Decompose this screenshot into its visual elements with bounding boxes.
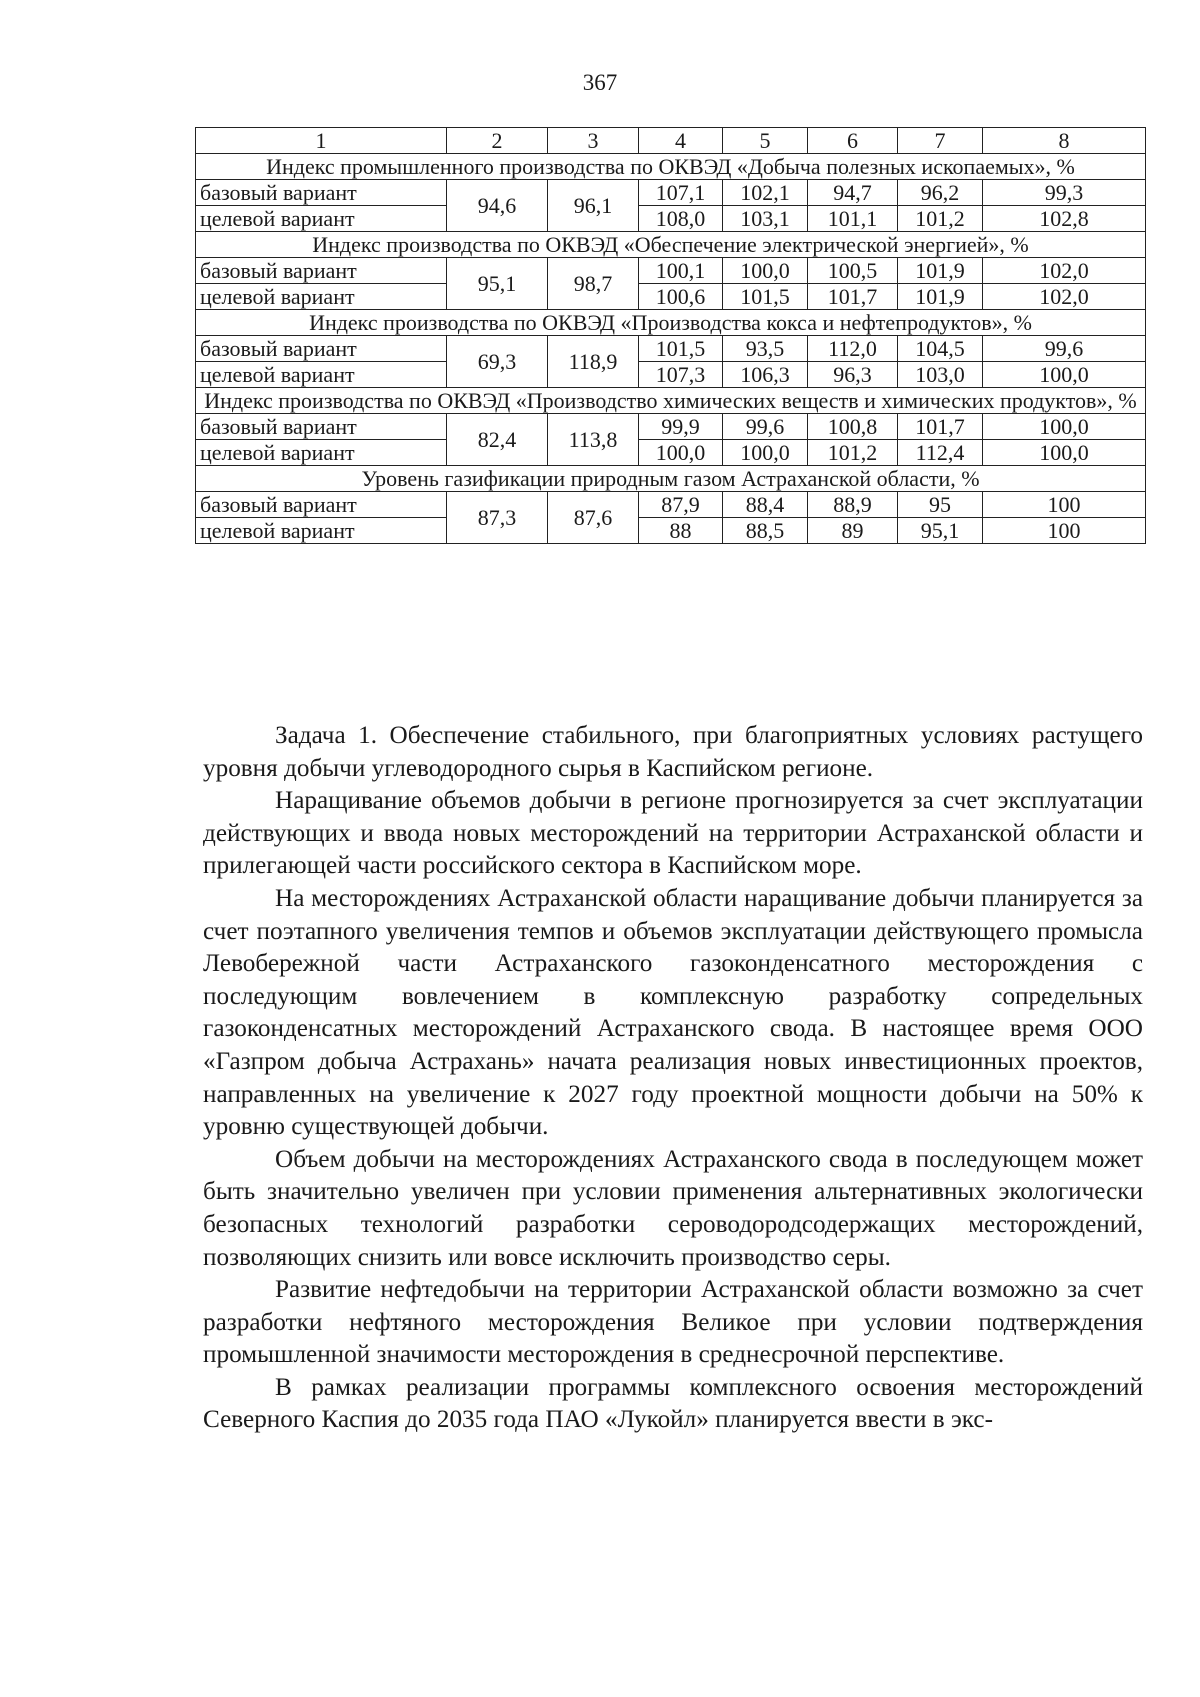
value-cell: 100,0 [983,362,1146,388]
value-cell: 112,4 [898,440,983,466]
value-cell: 96,2 [898,180,983,206]
section-title: Индекс производства по ОКВЭД «Производства кокса и нефтепродуктов», % [196,310,1146,336]
value-cell: 100,0 [723,440,808,466]
value-cell: 101,9 [898,284,983,310]
header-cell: 4 [639,128,723,154]
value-cell: 99,3 [983,180,1146,206]
value-cell: 95 [898,492,983,518]
value-cell: 101,5 [723,284,808,310]
value-cell: 101,7 [898,414,983,440]
row-label: базовый вариант [196,492,447,518]
value-cell: 100,8 [808,414,898,440]
value-cell: 88,9 [808,492,898,518]
value-cell: 100,5 [808,258,898,284]
value-cell: 100 [983,492,1146,518]
merged-value-col2: 95,1 [447,258,548,310]
value-cell: 102,8 [983,206,1146,232]
section-title: Индекс производства по ОКВЭД «Производство химических веществ и химических продуктов», % [196,388,1146,414]
table-row [196,258,1146,284]
value-cell: 88,4 [723,492,808,518]
table-row [196,440,1146,466]
value-cell: 101,9 [898,258,983,284]
table-row [196,414,1146,440]
merged-value-col3: 98,7 [548,258,639,310]
value-cell: 93,5 [723,336,808,362]
value-cell: 99,9 [639,414,723,440]
table-row [196,284,1146,310]
value-cell: 101,1 [808,206,898,232]
paragraph: Объем добычи на месторождениях Астраханского свода в последующем может быть значительно увеличен при условии применения альтернативных экологически безопасных технологий разработки сероводородсодержащих месторождений, позволяющих снизить или вовсе исключить производство серы. [203,1145,1143,1271]
row-label: базовый вариант [196,414,447,440]
paragraph: На месторождениях Астраханской области наращивание добычи планируется за счет поэтапного увеличения темпов и объемов эксплуатации действующего промысла Левобережной части Астраханского газоконденсатного месторождения с последующим вовлечением в комплексную разработку сопредельных газоконденсатных месторождений Астраханского свода. В настоящее время ООО «Газпром добыча Астрахань» начата реализация новых инвестиционных проектов, направленных на увеличение к 2027 году проектной мощности добычи на 50% к уровню существующей добычи. [203,884,1143,1141]
value-cell: 101,7 [808,284,898,310]
value-cell: 101,2 [898,206,983,232]
value-cell: 100,0 [639,440,723,466]
value-cell: 89 [808,518,898,544]
value-cell: 87,9 [639,492,723,518]
paragraph: Развитие нефтедобычи на территории Астраханской области возможно за счет разработки нефтяного месторождения Великое при условии подтверждения промышленной значимости месторождения в среднесрочной перспективе. [203,1276,1143,1369]
value-cell: 100,6 [639,284,723,310]
body-text [203,720,1143,1437]
value-cell: 99,6 [723,414,808,440]
row-label: целевой вариант [196,362,447,388]
merged-value-col2: 82,4 [447,414,548,466]
page-number: 367 [582,70,618,95]
section-title-row [196,154,1146,180]
paragraph: Наращивание объемов добычи в регионе прогнозируется за счет эксплуатации действующих и ввода новых месторождений на территории Астраханской области и прилегающей части российского сектора в Каспийском море. [203,787,1143,880]
header-cell: 5 [723,128,808,154]
value-cell: 102,0 [983,284,1146,310]
value-cell: 88,5 [723,518,808,544]
section-title: Индекс производства по ОКВЭД «Обеспечение электрической энергией», % [196,232,1146,258]
header-cell: 6 [808,128,898,154]
header-cell: 3 [548,128,639,154]
paragraph: В рамках реализации программы комплексного освоения месторождений Северного Каспия до 2035 года ПАО «Лукойл» планируется ввести в экс- [203,1373,1143,1434]
row-label: целевой вариант [196,284,447,310]
value-cell: 101,5 [639,336,723,362]
merged-value-col2: 87,3 [447,492,548,544]
value-cell: 107,1 [639,180,723,206]
row-label: базовый вариант [196,336,447,362]
table-row [196,336,1146,362]
table-row [196,206,1146,232]
value-cell: 88 [639,518,723,544]
value-cell: 101,2 [808,440,898,466]
row-label: целевой вариант [196,440,447,466]
value-cell: 102,0 [983,258,1146,284]
section-title: Уровень газификации природным газом Астраханской области, % [196,466,1146,492]
header-cell: 7 [898,128,983,154]
row-label: целевой вариант [196,206,447,232]
table-row [196,492,1146,518]
value-cell: 96,3 [808,362,898,388]
value-cell: 104,5 [898,336,983,362]
value-cell: 112,0 [808,336,898,362]
value-cell: 99,6 [983,336,1146,362]
value-cell: 94,7 [808,180,898,206]
row-label: базовый вариант [196,180,447,206]
section-title-row [196,466,1146,492]
table-row [196,362,1146,388]
table-row [196,180,1146,206]
merged-value-col2: 69,3 [447,336,548,388]
section-title-row [196,388,1146,414]
value-cell: 95,1 [898,518,983,544]
header-cell: 1 [196,128,447,154]
value-cell: 107,3 [639,362,723,388]
value-cell: 100,0 [723,258,808,284]
value-cell: 100,0 [983,440,1146,466]
table-header-row [196,128,1146,154]
value-cell: 108,0 [639,206,723,232]
section-title: Индекс промышленного производства по ОКВЭД «Добыча полезных ископаемых», % [196,154,1146,180]
merged-value-col3: 113,8 [548,414,639,466]
value-cell: 103,0 [898,362,983,388]
header-cell: 2 [447,128,548,154]
merged-value-col3: 87,6 [548,492,639,544]
value-cell: 102,1 [723,180,808,206]
value-cell: 100,0 [983,414,1146,440]
forecast-indicators-table [195,127,1146,544]
value-cell: 103,1 [723,206,808,232]
header-cell: 8 [983,128,1146,154]
value-cell: 100 [983,518,1146,544]
section-title-row [196,232,1146,258]
merged-value-col2: 94,6 [447,180,548,232]
value-cell: 100,1 [639,258,723,284]
section-title-row [196,310,1146,336]
row-label: целевой вариант [196,518,447,544]
merged-value-col3: 96,1 [548,180,639,232]
merged-value-col3: 118,9 [548,336,639,388]
paragraph-task-1: Задача 1. Обеспечение стабильного, при благоприятных условиях растущего уровня добычи углеводородного сырья в Каспийском регионе. [203,722,1143,782]
table-row [196,518,1146,544]
row-label: базовый вариант [196,258,447,284]
value-cell: 106,3 [723,362,808,388]
